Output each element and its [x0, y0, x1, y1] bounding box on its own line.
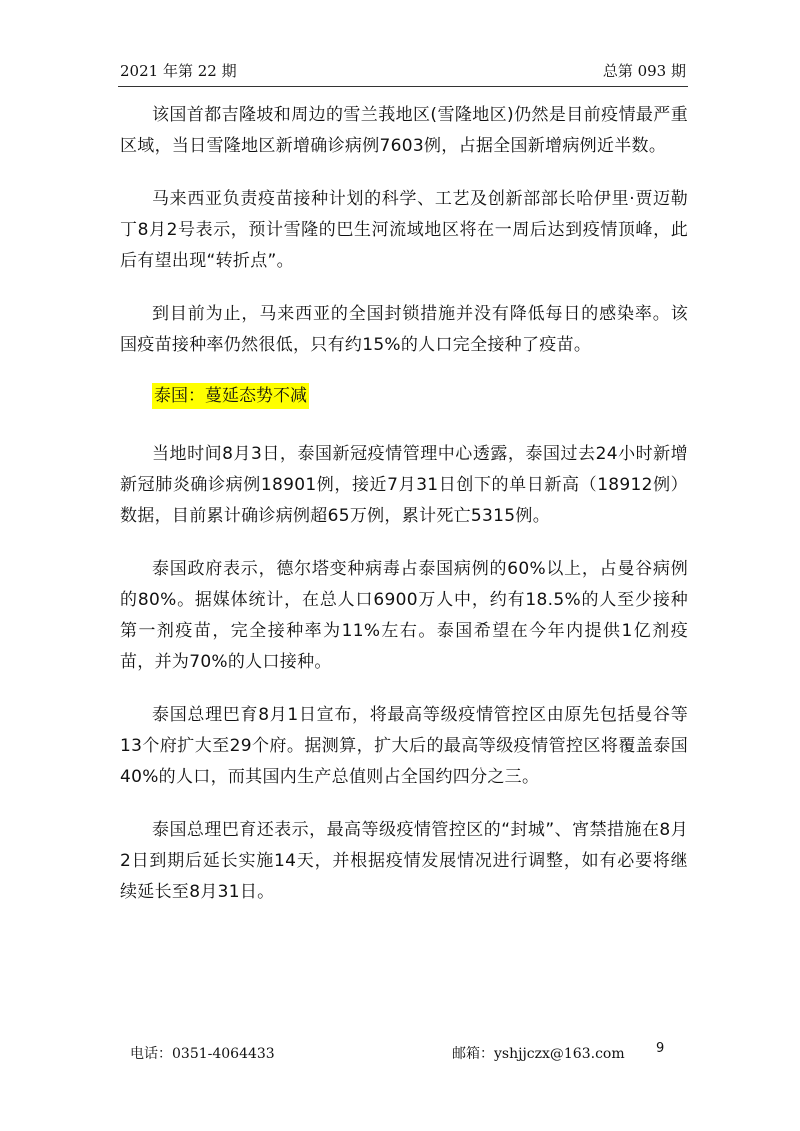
page-number: 9 [656, 1041, 665, 1056]
paragraph: 马来西亚负责疫苗接种计划的科学、工艺及创新部部长哈伊里·贾迈勒丁8月2号表示，预计雪隆的巴生河流域地区将在一周后达到疫情顶峰，此后有望出现“转折点”。 [120, 189, 688, 271]
article-body [120, 100, 688, 930]
contact-email: 邮箱：yshjjczx@163.com [452, 1046, 625, 1062]
contact-phone: 电话：0351-4064433 [130, 1046, 275, 1062]
issue-number: 2021 年第 22 期 [120, 62, 237, 80]
paragraph: 泰国政府表示，德尔塔变种病毒占泰国病例的60%以上，占曼谷病例的80%。据媒体统计，在总人口6900万人中，约有18.5%的人至少接种第一剂疫苗，完全接种率为11%左右。泰国希望在今年内提供1亿剂疫苗，并为70%的人口接种。 [120, 559, 688, 672]
paragraph: 当地时间8月3日，泰国新冠疫情管理中心透露，泰国过去24小时新增新冠肺炎确诊病例18901例，接近7月31日创下的单日新高（18912例）数据，目前累计确诊病例超65万例，累计死亡5315例。 [120, 444, 688, 526]
section-heading-wrapper [120, 383, 688, 439]
total-issue-number: 总第 093 期 [602, 62, 686, 80]
section-heading-thailand: 泰国：蔓延态势不减 [152, 383, 309, 409]
paragraph: 到目前为止，马来西亚的全国封锁措施并没有降低每日的感染率。该国疫苗接种率仍然很低，只有约15%的人口完全接种了疫苗。 [120, 304, 688, 355]
paragraph: 泰国总理巴育还表示，最高等级疫情管控区的“封城”、宵禁措施在8月2日到期后延长实施14天，并根据疫情发展情况进行调整，如有必要将继续延长至8月31日。 [120, 820, 688, 902]
page-footer [130, 1043, 670, 1067]
paragraph: 泰国总理巴育8月1日宣布，将最高等级疫情管控区由原先包括曼谷等13个府扩大至29个府。据测算，扩大后的最高等级疫情管控区将覆盖泰国40%的人口，而其国内生产总值则占全国约四分之三。 [120, 705, 688, 787]
paragraph: 该国首都吉隆坡和周边的雪兰莪地区(雪隆地区)仍然是目前疫情最严重区域，当日雪隆地区新增确诊病例7603例，占据全国新增病例近半数。 [120, 105, 688, 156]
page-header [118, 58, 688, 87]
